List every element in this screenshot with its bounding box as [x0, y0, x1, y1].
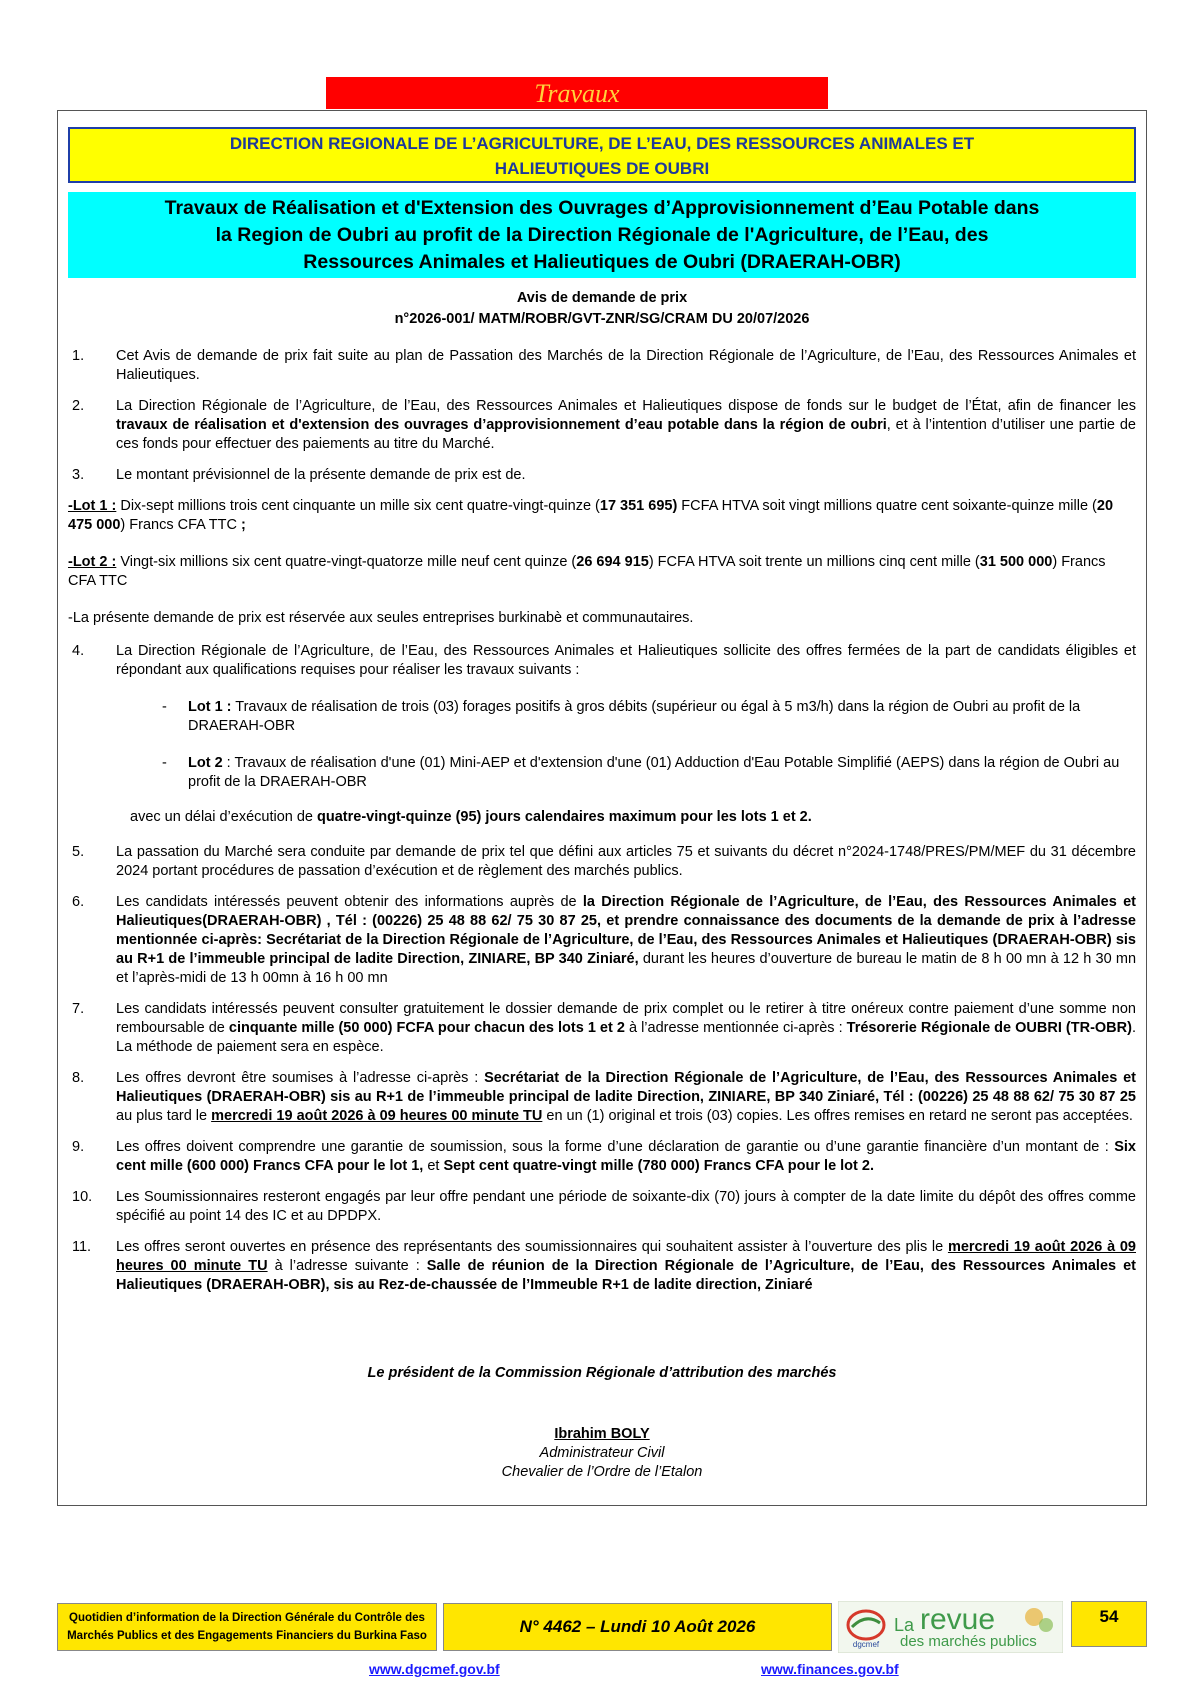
lot-2-amount	[68, 553, 1136, 591]
lot-ttc: 31 500 000	[979, 554, 1053, 570]
paragraph-number: 3.	[72, 467, 85, 483]
finances-link[interactable]: www.finances.gov.bf	[761, 1661, 899, 1677]
delai-bold: quatre-vingt-quinze (95) jours calendaires maximum pour les lots 1 et 2.	[317, 809, 812, 825]
paragraph-number: 5.	[72, 844, 85, 860]
paragraph-number: 9.	[72, 1139, 85, 1155]
deadline-date: mercredi 19 août 2026 à 09 heures 00 minute TU	[211, 1108, 543, 1124]
issue-number: N° 4462 – Lundi 10 Août 2026	[443, 1603, 832, 1651]
lot-item-text: : Travaux de réalisation d'une (01) Mini-AEP et d'extension d'une (01) Adduction d'Eau Potable Simplifié (AEPS) dans la région de Oubri au profit de la DRAERAH-OBR	[188, 755, 1120, 790]
logo-revue-text: revue	[920, 1603, 996, 1636]
lot-punct: ;	[241, 517, 246, 533]
signature-block	[68, 1425, 1136, 1482]
paragraph-text: Le montant prévisionnel de la présente demande de prix est de.	[116, 467, 526, 483]
opening-date: mercredi 19 août 2026 à 09 heures 00 minute TU	[116, 1239, 1136, 1274]
paragraph-bold: cinquante mille (50 000) FCFA pour chacun des lots 1 et 2	[228, 1020, 625, 1036]
paragraph-bold: Six cent mille (600 000) Francs CFA pour le lot 1,	[116, 1139, 1136, 1174]
lot-item-label: Lot 1 :	[188, 699, 232, 715]
lot-item-label: Lot 2	[188, 755, 223, 771]
revue-logo-icon	[838, 1601, 1063, 1653]
paragraph-bold: Sept cent quatre-vingt mille (780 000) Francs CFA pour le lot 2.	[443, 1158, 874, 1174]
signatory-name: Ibrahim BOLY	[554, 1426, 650, 1442]
paragraph-number: 7.	[72, 1001, 85, 1017]
paragraph-number: 4.	[72, 643, 85, 659]
lot-label: -Lot 1 :	[68, 498, 117, 514]
footer-publisher-line-2: Marchés Publics et des Engagements Financiers du Burkina Faso	[67, 1630, 427, 1642]
paragraph-text: La passation du Marché sera conduite par demande de prix tel que défini aux articles 75 et suivants du décret n°2024-1748/PRES/PM/MEF du 31 décembre 2024 portant procédures de passation d’exécution et de règlement des marchés publics.	[116, 844, 1136, 879]
paragraph-text: Cet Avis de demande de prix fait suite au plan de Passation des Marchés de la Direction Régionale de l’Agriculture, de l’Eau, des Ressources Animales et Halieutiques.	[116, 348, 1136, 383]
direction-line-1: DIRECTION REGIONALE DE L’AGRICULTURE, DE L’EAU, DES RESSOURCES ANIMALES ET	[229, 134, 975, 153]
lot-item-1	[68, 698, 1136, 736]
paragraph-text: Les Soumissionnaires resteront engagés par leur offre pendant une période de soixante-dix (70) jours à compter de la date limite du dépôt des offres comme spécifié au point 14 des IC et au DPDPX.	[116, 1189, 1136, 1224]
avis-title: Avis de demande de prix	[516, 290, 688, 306]
paragraph-5	[68, 843, 1136, 881]
paragraph-text: Les candidats intéressés peuvent consulter gratuitement le dossier demande de prix complet ou le retirer à titre onéreux contre paiement d’une somme non remboursable de	[116, 1001, 1136, 1036]
paragraph-text: Les offres doivent comprendre une garantie de soumission, sous la forme d’une déclaration de garantie ou d’une garantie financière d’un montant de :	[116, 1139, 1115, 1155]
paragraph-3	[68, 466, 1136, 485]
footer-publisher	[57, 1603, 437, 1651]
paragraph-number: 11.	[72, 1239, 92, 1255]
lot-text: FCFA HTVA soit vingt millions quatre cent soixante-quinze mille (	[677, 498, 1097, 514]
title-line-3: Ressources Animales et Halieutiques de Oubri (DRAERAH-OBR)	[303, 251, 901, 273]
rubric-banner: Travaux	[326, 77, 828, 109]
paragraph-2	[68, 397, 1136, 454]
notice-title	[68, 192, 1136, 278]
lot-text: Vingt-six millions six cent quatre-vingt-quatorze mille neuf cent quinze (	[116, 554, 577, 570]
lot-label: -Lot 2 :	[68, 554, 117, 570]
paragraph-text: à l’adresse mentionnée ci-après :	[624, 1020, 847, 1036]
paragraph-number: 6.	[72, 894, 85, 910]
paragraph-7	[68, 1000, 1136, 1057]
paragraph-text: , et à l’intention d’utiliser une partie de ces fonds pour effectuer des paiements au titre du Marché.	[116, 417, 1136, 452]
lot-1-amount	[68, 497, 1136, 535]
paragraph-1	[68, 347, 1136, 385]
revue-logo	[838, 1601, 1063, 1653]
lot-item-text: Travaux de réalisation de trois (03) forages positifs à gros débits (supérieur ou égal à 5 m3/h) dans la région de Oubri au profit de la DRAERAH-OBR	[188, 699, 1081, 734]
lot-text: Dix-sept millions trois cent cinquante un mille six cent quatre-vingt-quinze (	[116, 498, 600, 514]
paragraph-text: La Direction Régionale de l’Agriculture, de l’Eau, des Ressources Animales et Halieutiques dispose de fonds sur le budget de l’État, afin de financer les	[116, 398, 1136, 414]
paragraph-8	[68, 1069, 1136, 1126]
lot-htva: 26 694 915	[576, 554, 649, 570]
list-dash: -	[162, 699, 167, 715]
lot-item-2	[68, 754, 1136, 792]
lot-text: ) Francs CFA TTC	[68, 554, 1106, 589]
president-title: Le président de la Commission Régionale d’attribution des marchés	[367, 1365, 837, 1381]
paragraph-number: 2.	[72, 398, 85, 414]
avis-reference: n°2026-001/ MATM/ROBR/GVT-ZNR/SG/CRAM DU 20/07/2026	[394, 311, 810, 327]
footer-publisher-line-1: Quotidien d’information de la Direction Générale du Contrôle des	[69, 1612, 425, 1624]
logo-dgcmef-text: dgcmef	[852, 1640, 880, 1649]
delai-text: avec un délai d’exécution de	[130, 809, 318, 825]
direction-header	[68, 127, 1136, 183]
page-number: 54	[1071, 1601, 1147, 1647]
lot-text: ) FCFA HTVA soit trente un millions cinq cent mille (	[648, 554, 980, 570]
paragraph-number: 10.	[72, 1189, 93, 1205]
signatory-role: Administrateur Civil	[539, 1445, 665, 1461]
lot-text: ) Francs CFA TTC	[120, 517, 242, 533]
delai-execution	[68, 808, 1136, 827]
logo-la-text: La	[894, 1615, 915, 1635]
paragraph-bold: Salle de réunion de la Direction Régionale de l’Agriculture, de l’Eau, des Ressources Animales et Halieutiques (DRAERAH-OBR), sis au Rez-de-chaussée de l’Immeuble R+1 de ladite direction, Ziniaré	[116, 1258, 1136, 1293]
paragraph-bold: travaux de réalisation et d'extension des ouvrages d’approvisionnement d’eau potable dans la région de oubri	[116, 417, 887, 433]
notice-body	[68, 347, 1136, 1307]
direction-line-2: HALIEUTIQUES DE OUBRI	[494, 159, 710, 178]
signatory-honor: Chevalier de l’Ordre de l’Etalon	[501, 1464, 703, 1480]
paragraph-text: . La méthode de paiement sera en espèce.	[116, 1020, 1136, 1055]
paragraph-text: et	[423, 1158, 444, 1174]
paragraph-bold: la Direction Régionale de l’Agriculture, de l’Eau, des Ressources Animales et Halieutiques(DRAERAH-OBR) , Tél : (00226) 25 48 88 62/ 75 30 87 25, et prendre connaissance des documents de la demande de prix à l’adresse mentionnée ci-après: Secrétariat de la Direction Régionale de l’Agriculture, de l’Eau, des Ressources Animales et Halieutiques (DRAERAH-OBR) sis au R+1 de l’immeuble principal de ladite Direction, ZINIARE, BP 340 Ziniaré,	[116, 894, 1136, 967]
paragraph-text: en un (1) original et trois (03) copies. Les offres remises en retard ne seront pas acceptées.	[542, 1108, 1133, 1124]
paragraph-text: Les offres devront être soumises à l’adresse ci-après :	[116, 1070, 485, 1086]
paragraph-text: Les candidats intéressés peuvent obtenir des informations auprès de	[116, 894, 583, 910]
reserve-note: -La présente demande de prix est réservée aux seules entreprises burkinabè et communautaires.	[68, 610, 694, 626]
paragraph-10	[68, 1188, 1136, 1226]
paragraph-11	[68, 1238, 1136, 1295]
logo-subtitle-text: des marchés publics	[900, 1633, 1037, 1650]
title-line-2: la Region de Oubri au profit de la Direction Régionale de l'Agriculture, de l’Eau, des	[215, 224, 989, 246]
avis-heading	[68, 288, 1136, 330]
paragraph-number: 1.	[72, 348, 85, 364]
paragraph-text: à l’adresse suivante :	[267, 1258, 427, 1274]
paragraph-bold: Trésorerie Régionale de OUBRI (TR-OBR)	[846, 1020, 1132, 1036]
paragraph-6	[68, 893, 1136, 988]
paragraph-text: Les offres seront ouvertes en présence des représentants des soumissionnaires qui souhaitent assister à l’ouverture des plis le	[116, 1239, 948, 1255]
paragraph-text: La Direction Régionale de l’Agriculture, de l’Eau, des Ressources Animales et Halieutiques sollicite des offres fermées de la part de candidats éligibles et répondant aux qualifications requises pour réaliser les travaux suivants :	[116, 643, 1136, 678]
dgcmef-link[interactable]: www.dgcmef.gov.bf	[369, 1661, 500, 1677]
paragraph-number: 8.	[72, 1070, 85, 1086]
paragraph-text: durant les heures d’ouverture de bureau le matin de 8 h 00 mn à 12 h 30 mn et l’après-midi de 13 h 00mn à 16 h 00 mn	[116, 951, 1137, 986]
list-dash: -	[162, 755, 167, 771]
paragraph-9	[68, 1138, 1136, 1176]
paragraph-bold: Secrétariat de la Direction Régionale de l’Agriculture, de l’Eau, des Ressources Animales et Halieutiques (DRAERAH-OBR) sis au R+1 de l’immeuble principal de ladite Direction, ZINIARE, BP 340 Ziniaré, Tél : (00226) 25 48 88 62/ 75 30 87 25	[116, 1070, 1136, 1105]
lot-htva: 17 351 695)	[599, 498, 678, 514]
title-line-1: Travaux de Réalisation et d'Extension des Ouvrages d’Approvisionnement d’Eau Potable dans	[164, 197, 1040, 219]
paragraph-4	[68, 642, 1136, 680]
paragraph-text: au plus tard le	[116, 1108, 212, 1124]
lot-ttc: 20 475 000	[68, 498, 1114, 533]
